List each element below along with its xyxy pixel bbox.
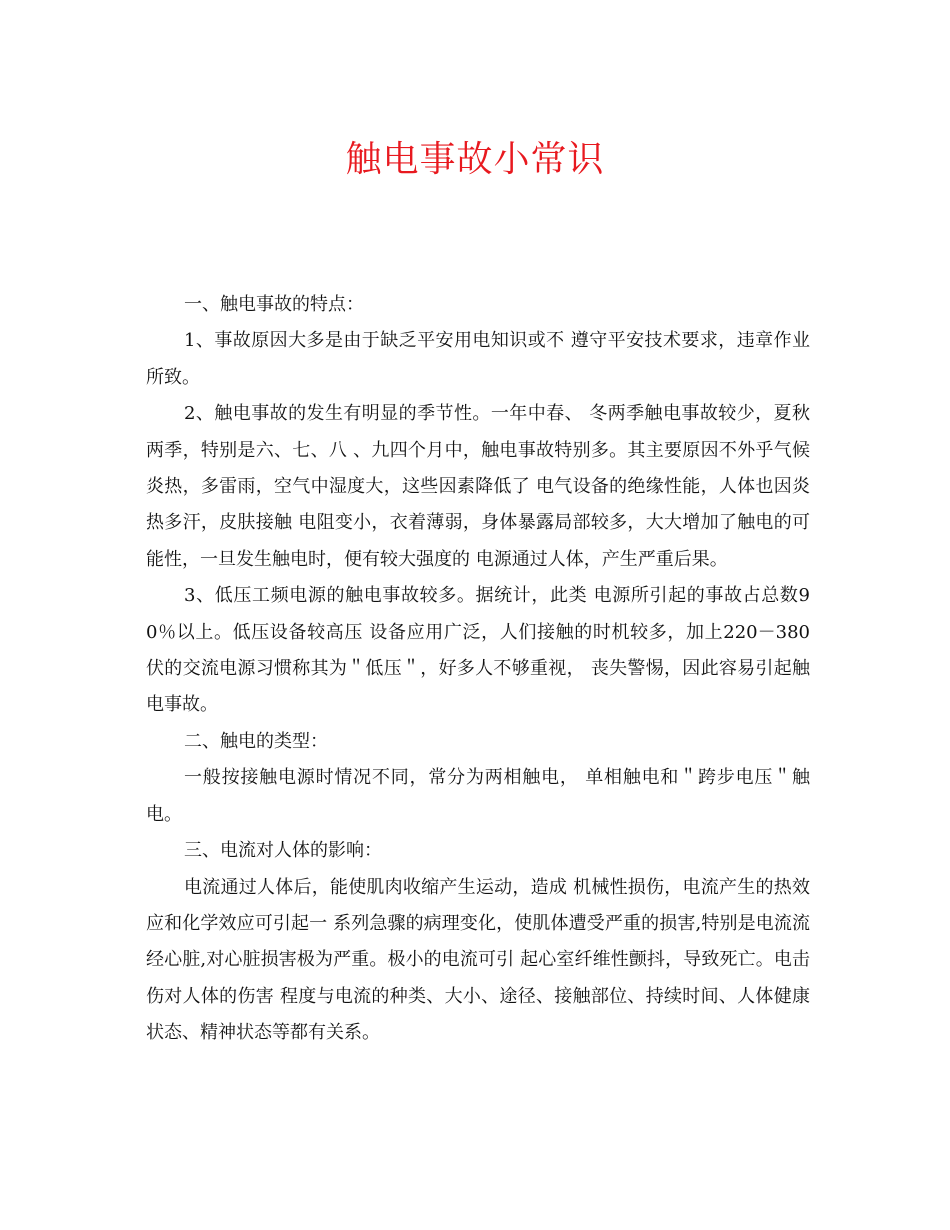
section-heading-features: 一、触电事故的特点：	[184, 294, 364, 315]
section-heading-types: 二、触电的类型：	[184, 730, 328, 752]
document-title: 触电事故小常识	[345, 139, 605, 180]
paragraph-effects: 电流通过人体后，能使肌肉收缩产生运动，造成 机械性损伤，电流产生的热效应和化学效应可引起一 系列急骤的病理变化，使肌体遭受严重的损害,特别是电流流经心脏,对心脏损害极为严重。极小的电流可引 起心室纤维性颤抖，导致死亡。电击伤对人体的伤害 程度与电流的种类、大小、途径、接触部位、持续时间、人体健康状态、精神状态等都有关系。	[146, 876, 810, 1044]
paragraph-low-voltage: 3、低压工频电源的触电事故较多。据统计，此类 电源所引起的事故占总数90％以上。低压设备较高压 设备应用广泛，人们接触的时机较多，加上220－380 伏的交流电源习惯称其为＂低压＂，好多人不够重视， 丧失警惕，因此容易引起触电事故。	[146, 585, 810, 716]
section-heading-effects: 三、电流对人体的影响：	[184, 840, 382, 862]
paragraph-seasonality: 2、触电事故的发生有明显的季节性。一年中春、 冬两季触电事故较少，夏秋两季，特别是六、七、八 、九四个月中，触电事故特别多。其主要原因不外乎气候炎热，多雷雨，空气中湿度大，这些因素降低了 电气设备的绝缘性能，人体也因炎热多汗，皮肤接触 电阻变小，衣着薄弱，身体暴露局部较多，大大增加了触电的可能性，一旦发生触电时，便有较大强度的 电源通过人体，产生严重后果。	[146, 403, 810, 570]
paragraph-types: 一般按接触电源时情况不同，常分为两相触电， 单相触电和＂跨步电压＂触电。	[146, 767, 810, 825]
paragraph-cause: 1、事故原因大多是由于缺乏平安用电知识或不 遵守平安技术要求，违章作业所致。	[146, 330, 810, 388]
document-body	[146, 287, 810, 1052]
